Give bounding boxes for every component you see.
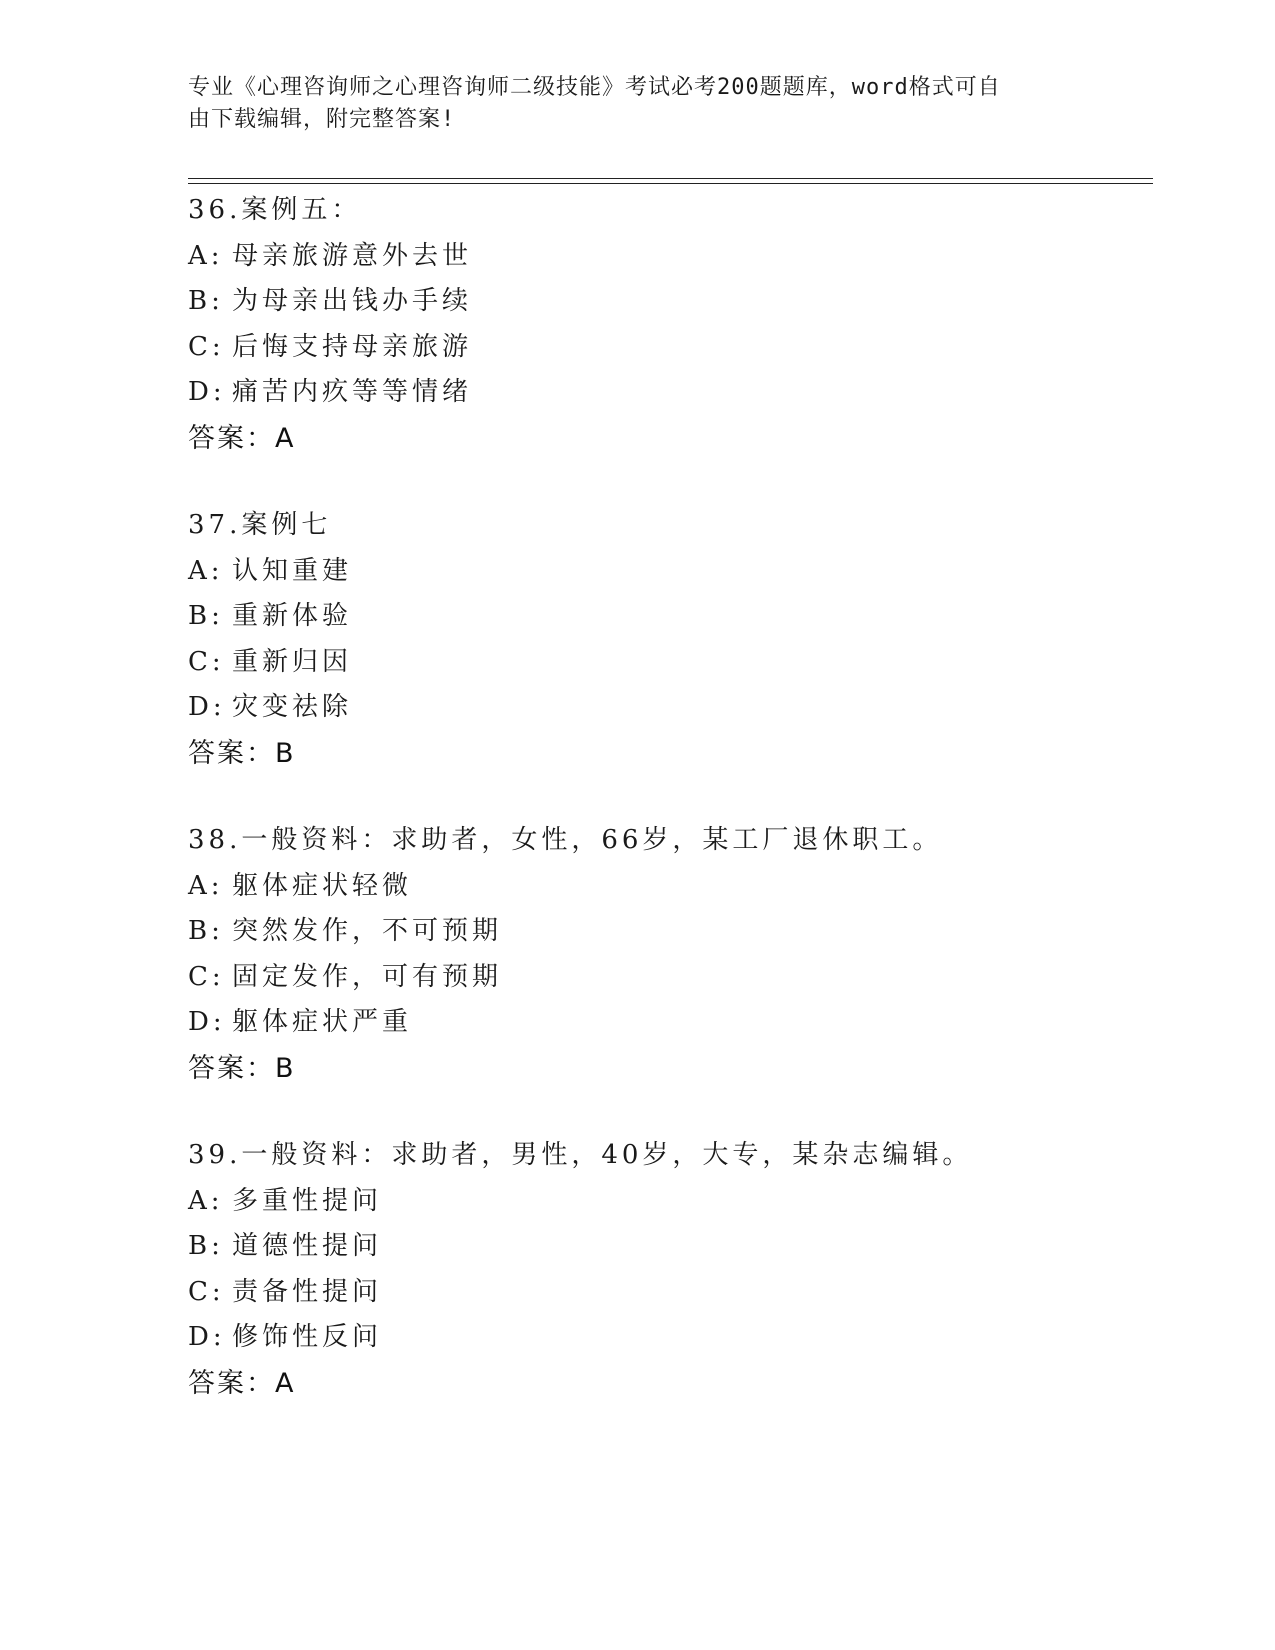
- header-divider-top: [188, 178, 1153, 179]
- question-stem: 39.一般资料：求助者，男性，40岁，大专，某杂志编辑。: [188, 1140, 973, 1170]
- option-a: [188, 1179, 1148, 1225]
- option-text: 灾变祛除: [232, 692, 353, 722]
- question-stem: 37.案例七: [188, 510, 332, 540]
- option-a: [188, 864, 1148, 910]
- option-text: 为母亲出钱办手续: [232, 286, 473, 316]
- option-key: A:: [188, 870, 224, 901]
- option-key: D:: [188, 1322, 226, 1352]
- header-line-2: 由下载编辑，附完整答案!: [188, 107, 456, 132]
- option-key: B:: [188, 286, 224, 316]
- option-text: 重新归因: [232, 646, 353, 677]
- answer-line: 答案：B: [188, 1052, 296, 1084]
- option-text: 固定发作，可有预期: [232, 961, 503, 992]
- option-a: [188, 549, 1148, 595]
- header-line-1: 专业《心理咨询师之心理咨询师二级技能》考试必考200题题库，word格式可自: [188, 75, 1001, 100]
- option-text: 后悔支持母亲旅游: [232, 331, 473, 362]
- option-key: A:: [188, 240, 224, 271]
- option-key: B:: [188, 601, 224, 631]
- option-key: A:: [188, 1185, 224, 1216]
- option-text: 母亲旅游意外去世: [232, 240, 473, 271]
- option-b: [188, 1224, 1148, 1270]
- question-list: [188, 188, 1148, 1448]
- option-key: D:: [188, 377, 226, 407]
- question-37: [188, 503, 1148, 776]
- option-key: A:: [188, 555, 224, 586]
- option-d: [188, 1315, 1148, 1361]
- option-text: 痛苦内疚等等情绪: [232, 377, 473, 407]
- option-a: [188, 234, 1148, 280]
- question-36: [188, 188, 1148, 461]
- option-key: C:: [188, 1276, 225, 1307]
- option-b: [188, 909, 1148, 955]
- option-text: 认知重建: [232, 555, 353, 586]
- option-c: [188, 955, 1148, 1001]
- option-key: B:: [188, 1231, 224, 1261]
- header-divider-bottom: [188, 183, 1153, 184]
- option-d: [188, 370, 1148, 416]
- option-d: [188, 1000, 1148, 1046]
- answer-line: 答案：B: [188, 737, 296, 769]
- option-b: [188, 594, 1148, 640]
- option-text: 道德性提问: [232, 1231, 383, 1261]
- option-key: D:: [188, 692, 226, 722]
- document-header: [188, 72, 1068, 136]
- option-b: [188, 279, 1148, 325]
- option-d: [188, 685, 1148, 731]
- answer-line: 答案：A: [188, 1367, 296, 1399]
- option-key: D:: [188, 1007, 226, 1037]
- question-stem: 36.案例五：: [188, 195, 362, 225]
- question-stem: 38.一般资料：求助者，女性，66岁，某工厂退休职工。: [188, 825, 943, 855]
- option-text: 突然发作，不可预期: [232, 916, 503, 946]
- option-c: [188, 325, 1148, 371]
- option-text: 责备性提问: [232, 1276, 383, 1307]
- option-text: 躯体症状轻微: [232, 870, 413, 901]
- option-key: C:: [188, 961, 225, 992]
- option-key: C:: [188, 331, 225, 362]
- answer-line: 答案：A: [188, 422, 296, 454]
- option-key: B:: [188, 916, 224, 946]
- option-key: C:: [188, 646, 225, 677]
- question-38: [188, 818, 1148, 1091]
- question-39: [188, 1133, 1148, 1406]
- option-text: 重新体验: [232, 601, 353, 631]
- option-c: [188, 1270, 1148, 1316]
- option-text: 修饰性反问: [232, 1322, 383, 1352]
- option-text: 躯体症状严重: [232, 1007, 413, 1037]
- option-text: 多重性提问: [232, 1185, 383, 1216]
- option-c: [188, 640, 1148, 686]
